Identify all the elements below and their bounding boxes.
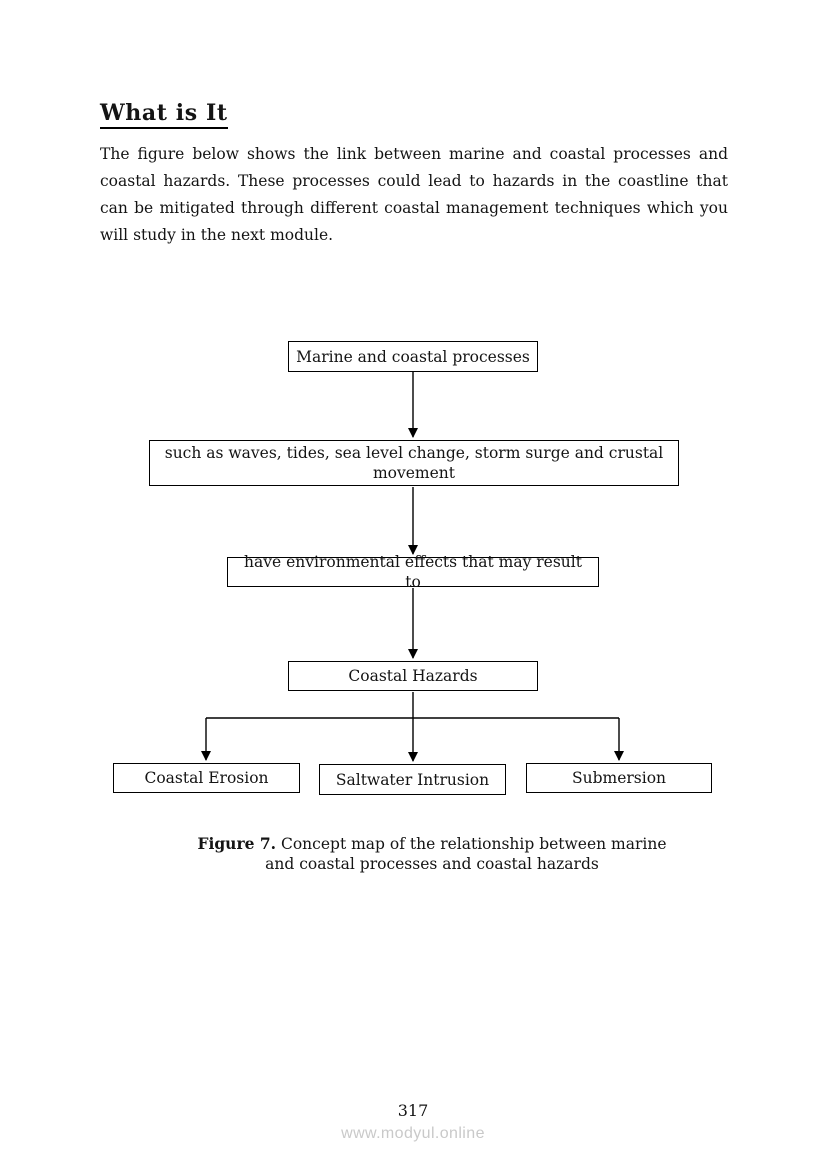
watermark-text: www.modyul.online [341,1125,485,1142]
node-saltwater-intrusion: Saltwater Intrusion [319,764,506,795]
node-marine-processes: Marine and coastal processes [288,341,538,372]
figure-caption-label: Figure 7. [197,834,277,853]
figure-caption [182,834,682,874]
node-submersion: Submersion [526,763,712,793]
node-environmental-effects: have environmental effects that may result to [227,557,599,587]
node-such-as-processes: such as waves, tides, sea level change, storm surge and crustal movement [149,440,679,486]
page-number: 317 [397,1101,429,1120]
node-coastal-erosion: Coastal Erosion [113,763,300,793]
page-title: What is It [100,100,228,129]
intro-paragraph: The figure below shows the link between marine and coastal processes and coastal hazards. These processes could lead to hazards in the coastline that can be mitigated through different coastal management techniques which you will study in the next module. [100,145,728,244]
node-coastal-hazards: Coastal Hazards [288,661,538,691]
figure-caption-text: Concept map of the relationship between marine and coastal processes and coastal hazards [265,835,667,873]
